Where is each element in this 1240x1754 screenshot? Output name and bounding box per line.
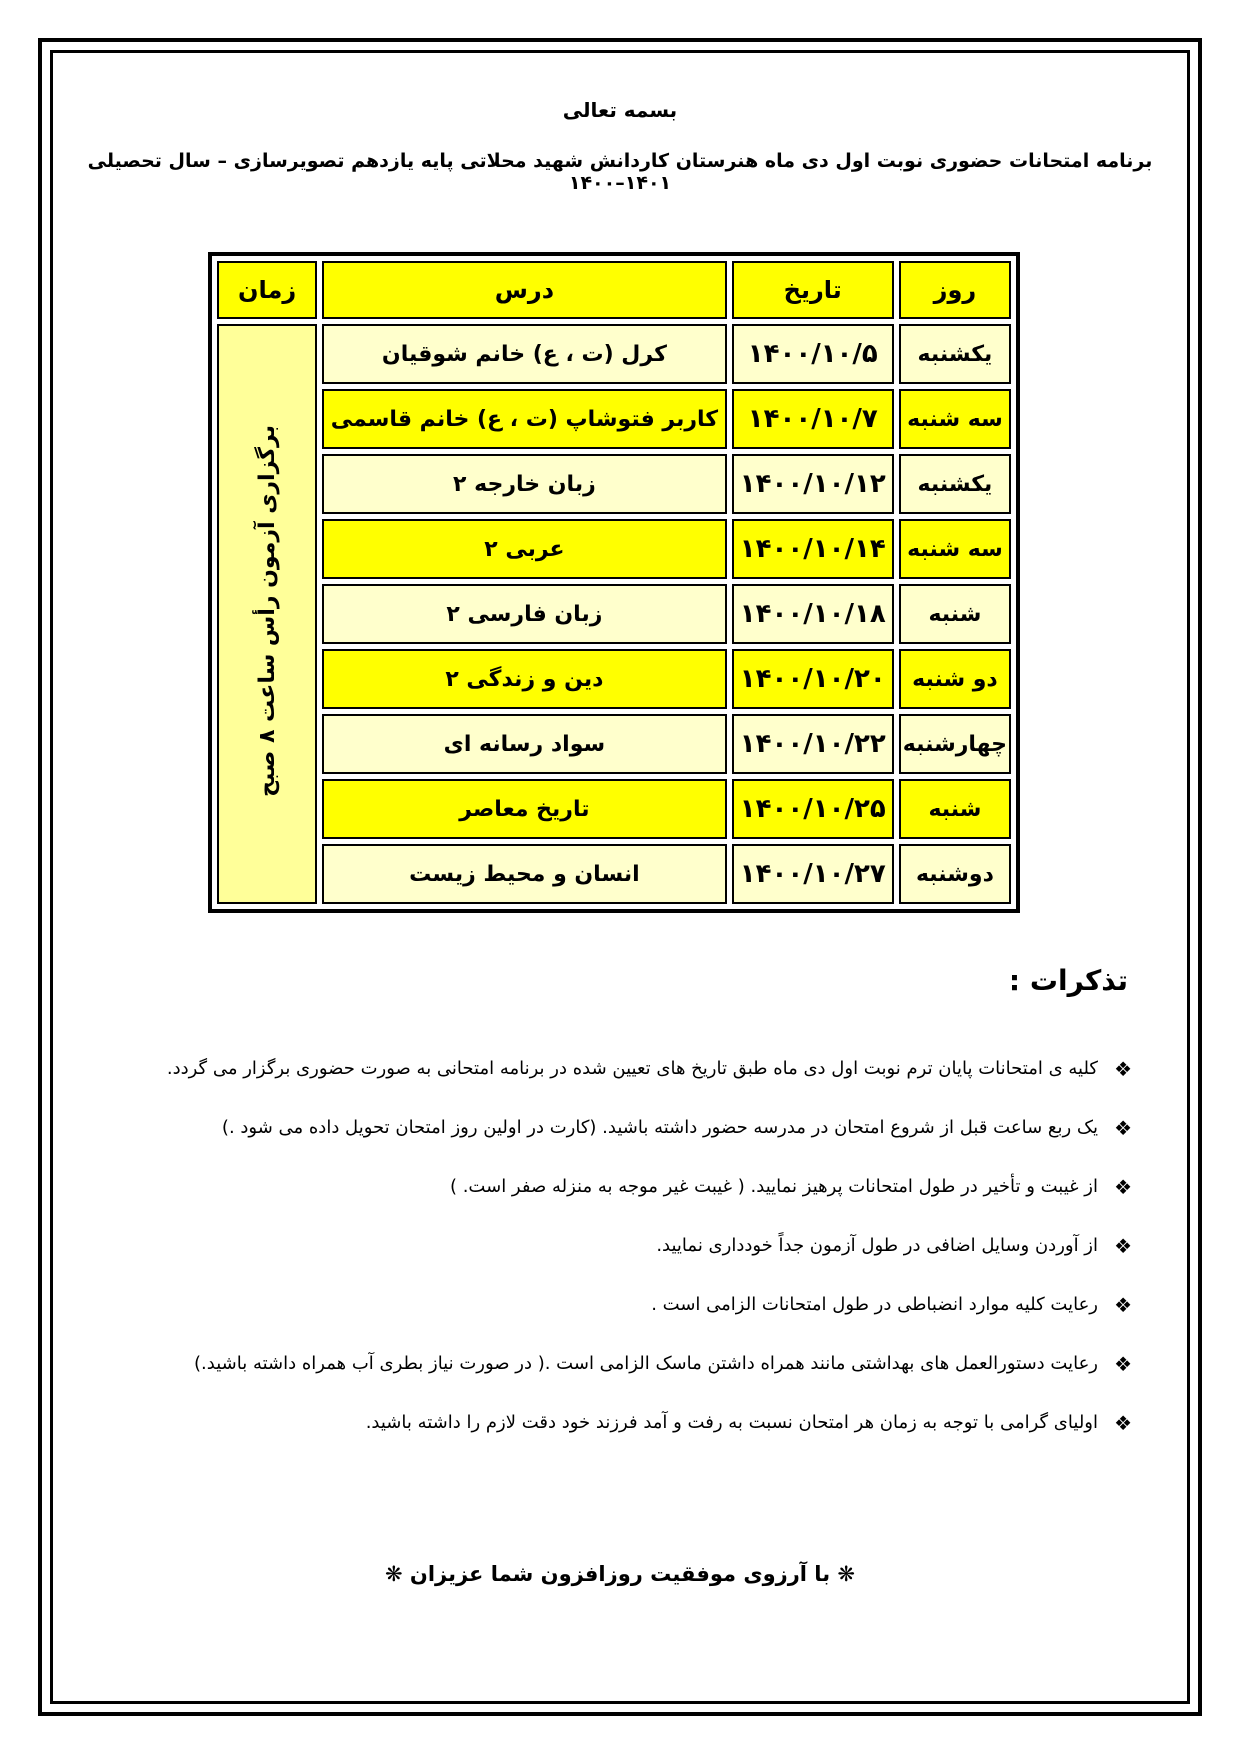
cell-date	[732, 324, 894, 384]
cell-date	[732, 519, 894, 579]
table-row	[217, 714, 1011, 774]
note-item	[92, 1233, 1132, 1292]
diamond-bullet-icon: ❖	[1114, 1116, 1132, 1140]
note-item	[92, 1351, 1132, 1410]
note-text: کلیه ی امتحانات پایان ترم نوبت اول دی ماه طبق تاریخ های تعیین شده در برنامه امتحانی به صورت حضوری برگزار می گردد.	[166, 1058, 1098, 1079]
table-row	[217, 844, 1011, 904]
header-date: تاریخ	[732, 261, 894, 319]
date-text: ۱۴۰۰/۱۰/۲۵	[739, 794, 886, 824]
cell-date	[732, 454, 894, 514]
table-row	[217, 389, 1011, 449]
diamond-bullet-icon: ❖	[1114, 1175, 1132, 1199]
date-text: ۱۴۰۰/۱۰/۲۲	[739, 729, 886, 759]
date-text: ۱۴۰۰/۱۰/۱۴	[739, 534, 886, 564]
note-item	[92, 1115, 1132, 1174]
diamond-bullet-icon: ❖	[1114, 1293, 1132, 1317]
note-item	[92, 1174, 1132, 1233]
table-row	[217, 649, 1011, 709]
cell-day: یکشنبه	[899, 324, 1011, 384]
table-row	[217, 324, 1011, 384]
document-title: برنامه امتحانات حضوری نوبت اول دی ماه هنرستان کاردانش شهید محلاتی پایه یازدهم تصویرسازی – سال تحصیلی ۱۴۰۱–۱۴۰۰	[87, 150, 1153, 194]
table-body	[217, 324, 1011, 904]
note-item	[92, 1410, 1132, 1469]
note-text: رعایت کلیه موارد انضباطی در طول امتحانات الزامی است .	[651, 1294, 1098, 1315]
header-course: درس	[322, 261, 727, 319]
header-time: زمان	[217, 261, 317, 319]
cell-day: شنبه	[899, 584, 1011, 644]
cell-course: سواد رسانه ای	[322, 714, 727, 774]
diamond-bullet-icon: ❖	[1114, 1352, 1132, 1376]
cell-day: سه شنبه	[899, 389, 1011, 449]
date-text: ۱۴۰۰/۱۰/۱۲	[739, 469, 886, 499]
cell-course: عربی ۲	[322, 519, 727, 579]
basmala: بسمه تعالی	[562, 98, 678, 122]
cell-date	[732, 584, 894, 644]
diamond-bullet-icon: ❖	[1114, 1057, 1132, 1081]
cell-course: زبان خارجه ۲	[322, 454, 727, 514]
cell-date	[732, 649, 894, 709]
cell-date	[732, 779, 894, 839]
notes-title: تذکرات :	[1008, 964, 1128, 997]
cell-day: سه شنبه	[899, 519, 1011, 579]
note-text: یک ربع ساعت قبل از شروع امتحان در مدرسه حضور داشته باشید. (کارت در اولین روز امتحان تحویل داده می شود .)	[221, 1117, 1098, 1138]
date-text: ۱۴۰۰/۱۰/۲۷	[739, 859, 886, 889]
exam-schedule-table	[208, 252, 1020, 913]
cell-day: دوشنبه	[899, 844, 1011, 904]
date-text: ۱۴۰۰/۱۰/۵	[747, 339, 878, 369]
closing-message: ❋ با آرزوی موفقیت روزافزون شما عزیزان ❋	[385, 1562, 855, 1586]
cell-date	[732, 714, 894, 774]
date-text: ۱۴۰۰/۱۰/۱۸	[739, 599, 886, 629]
cell-date	[732, 844, 894, 904]
note-text: از آوردن وسایل اضافی در طول آزمون جداً خودداری نمایید.	[656, 1235, 1098, 1256]
cell-course: زبان فارسی ۲	[322, 584, 727, 644]
cell-day: چهارشنبه	[899, 714, 1011, 774]
header-day: روز	[899, 261, 1011, 319]
table-row	[217, 779, 1011, 839]
cell-day: دو شنبه	[899, 649, 1011, 709]
time-note: برگزاری آزمون رأس ساعت ۸ صبح	[254, 425, 280, 797]
diamond-bullet-icon: ❖	[1114, 1234, 1132, 1258]
cell-time	[217, 324, 317, 904]
cell-course: کرل (ت ، ع) خانم شوقیان	[322, 324, 727, 384]
note-text: اولیای گرامی با توجه به زمان هر امتحان نسبت به رفت و آمد فرزند خود دقت لازم را داشته باشید.	[365, 1412, 1098, 1433]
table-header-row	[217, 261, 1011, 319]
note-item	[92, 1056, 1132, 1115]
date-text: ۱۴۰۰/۱۰/۲۰	[739, 664, 886, 694]
note-text: از غیبت و تأخیر در طول امتحانات پرهیز نمایید. ( غیبت غیر موجه به منزله صفر است. )	[449, 1176, 1098, 1197]
cell-day: یکشنبه	[899, 454, 1011, 514]
cell-course: تاریخ معاصر	[322, 779, 727, 839]
table-row	[217, 584, 1011, 644]
cell-date	[732, 389, 894, 449]
cell-day: شنبه	[899, 779, 1011, 839]
cell-course: دین و زندگی ۲	[322, 649, 727, 709]
note-text: رعایت دستورالعمل های بهداشتی مانند همراه داشتن ماسک الزامی است .( در صورت نیاز بطری آب همراه داشته باشید.)	[194, 1353, 1098, 1374]
cell-course: کاربر فتوشاپ (ت ، ع) خانم قاسمی	[322, 389, 727, 449]
table-row	[217, 519, 1011, 579]
table-row	[217, 454, 1011, 514]
diamond-bullet-icon: ❖	[1114, 1411, 1132, 1435]
date-text: ۱۴۰۰/۱۰/۷	[747, 404, 878, 434]
notes-list	[92, 1056, 1132, 1469]
cell-course: انسان و محیط زیست	[322, 844, 727, 904]
note-item	[92, 1292, 1132, 1351]
